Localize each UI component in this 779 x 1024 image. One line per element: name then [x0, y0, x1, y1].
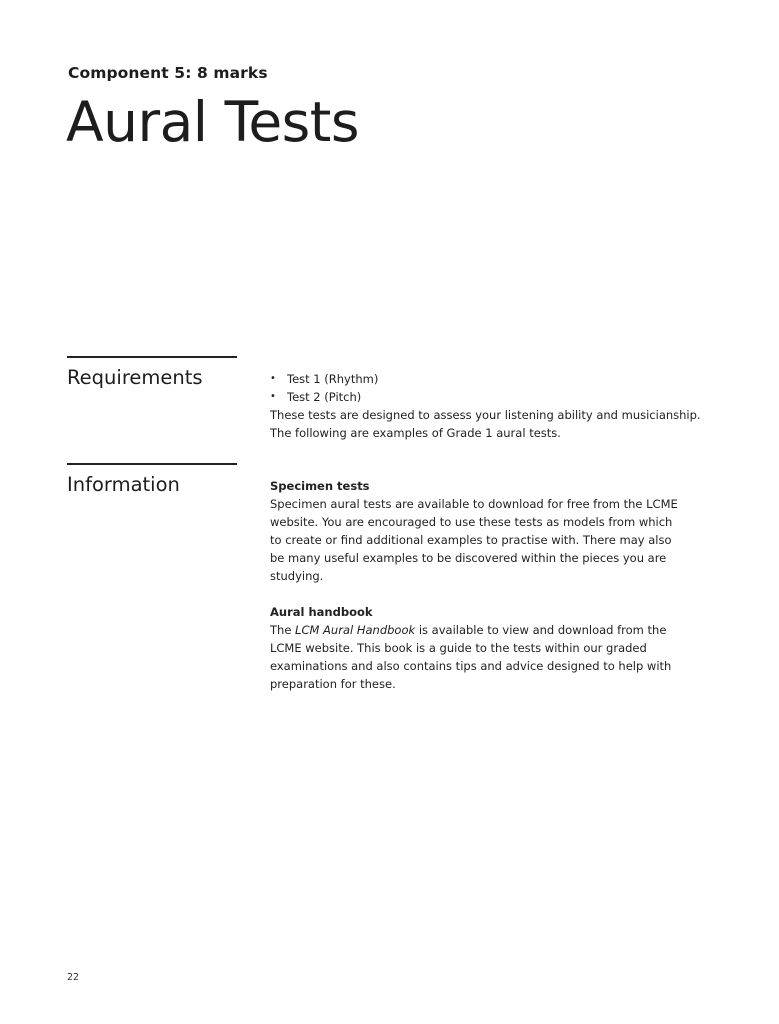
handbook-text-line	[270, 621, 720, 639]
handbook-text-line: preparation for these.	[270, 677, 396, 691]
specimen-tests-heading: Specimen tests	[270, 479, 370, 493]
handbook-text-line: LCME website. This book is a guide to the tests within our graded	[270, 641, 647, 655]
requirements-text-line: These tests are designed to assess your listening ability and musicianship.	[270, 408, 701, 422]
requirements-body	[270, 370, 720, 442]
information-label: Information	[67, 473, 180, 496]
information-heading	[67, 463, 237, 496]
requirements-heading	[67, 356, 237, 389]
requirements-list	[270, 370, 720, 406]
handbook-title: LCM Aural Handbook	[295, 623, 416, 637]
page-title: Aural Tests	[66, 90, 360, 154]
information-divider	[67, 463, 237, 465]
specimen-text-line: Specimen aural tests are available to download for free from the LCME	[270, 497, 678, 511]
list-item: • Test 2 (Pitch)	[270, 388, 720, 406]
component-kicker: Component 5: 8 marks	[68, 64, 268, 82]
handbook-text-suffix: is available to view and download from the	[415, 623, 667, 637]
handbook-text-line: examinations and also contains tips and advice designed to help with	[270, 659, 672, 673]
specimen-text-line: be many useful examples to be discovered within the pieces you are	[270, 551, 667, 565]
handbook-text-prefix: The	[270, 623, 296, 637]
information-body	[270, 477, 720, 693]
page-number: 22	[67, 972, 80, 983]
requirements-text-line: The following are examples of Grade 1 aural tests.	[270, 426, 561, 440]
aural-handbook-heading: Aural handbook	[270, 605, 373, 619]
list-item: • Test 1 (Rhythm)	[270, 370, 720, 388]
requirements-label: Requirements	[67, 366, 203, 389]
specimen-text-line: website. You are encouraged to use these tests as models from which	[270, 515, 673, 529]
specimen-text-line: to create or find additional examples to practise with. There may also	[270, 533, 672, 547]
requirements-divider	[67, 356, 237, 358]
specimen-text-line: studying.	[270, 569, 324, 583]
